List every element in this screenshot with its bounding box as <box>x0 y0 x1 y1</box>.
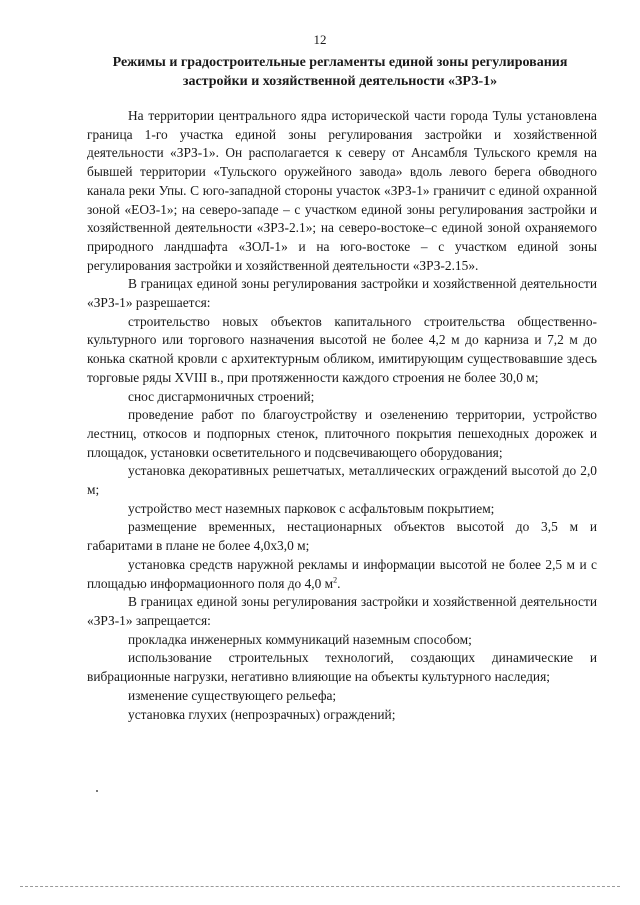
advertising-text: установка средств наружной рекламы и информации высотой не более 2,5 м и с площадью информационного поля до 4,0 м <box>87 556 597 591</box>
section-title: Режимы и градостроительные регламенты единой зоны регулирования застройки и хозяйственной деятельности «ЗРЗ-1» <box>112 55 568 89</box>
allowed-item: строительство новых объектов капитального строительства общественно-культурного или торгового назначения высотой не более 4,2 м до карниза и 7,2 м до конька скатной кровли с архитектурным обликом, имитирующим существовавшие здесь торговые ряды XVIII в., при протяженности каждого строения не более 30,0 м; <box>87 313 597 385</box>
forbidden-item: прокладка инженерных коммуникаций наземным способом; <box>128 631 472 647</box>
forbidden-item: установка глухих (непрозрачных) ограждений; <box>128 706 396 722</box>
allowed-item-advertising <box>87 556 597 593</box>
scan-edge-line <box>20 886 620 888</box>
allowed-item: снос дисгармоничных строений; <box>128 388 315 404</box>
allowed-item: проведение работ по благоустройству и озеленению территории, устройство лестниц, откосов и подпорных стенок, плиточного покрытия пешеходных дорожек и площадок, установки осветительного и подсвечивающего оборудования; <box>87 407 597 460</box>
allowed-item: установка декоративных решетчатых, металлических ограждений высотой до 2,0 м; <box>87 463 597 498</box>
allowed-item: размещение временных, нестационарных объектов высотой до 3,5 м и габаритами в плане не более 4,0х3,0 м; <box>87 519 597 554</box>
scan-speck <box>96 790 98 792</box>
document-body <box>87 107 597 724</box>
superscript-two: 2 <box>333 575 338 585</box>
advertising-end: . <box>337 575 341 591</box>
allowed-heading: В границах единой зоны регулирования застройки и хозяйственной деятельности «ЗРЗ-1» разрешается: <box>87 276 597 311</box>
intro-paragraph: На территории центрального ядра исторической части города Тулы установлена граница 1-го участка единой зоны регулирования застройки и хозяйственной деятельности «ЗРЗ-1». Он располагается к северу от Ансамбля Тульского кремля на бывшей территории «Тульского оружейного завода» вдоль левого берега обводного канала реки Упы. С юго-западной стороны участок «ЗРЗ-1» граничит с единой охранной зоной «ЕОЗ-1»; на северо-западе – с участком единой зоны регулирования застройки и хозяйственной деятельности «ЗРЗ-2.1»; на северо-востоке–с единой зоной охраняемого природного ландшафта «ЗОЛ-1» и на юго-востоке – с участком единой зоны регулирования застройки и хозяйственной деятельности «ЗРЗ-2.15». <box>87 108 597 273</box>
forbidden-heading: В границах единой зоны регулирования застройки и хозяйственной деятельности «ЗРЗ-1» запрещается: <box>87 594 597 628</box>
forbidden-item: использование строительных технологий, создающих динамические и вибрационные нагрузки, негативно влияющие на объекты культурного наследия; <box>87 650 597 685</box>
forbidden-item: изменение существующего рельефа; <box>128 687 337 703</box>
allowed-item: устройство мест наземных парковок с асфальтовым покрытием; <box>128 500 495 516</box>
page-number: 12 <box>313 32 327 47</box>
